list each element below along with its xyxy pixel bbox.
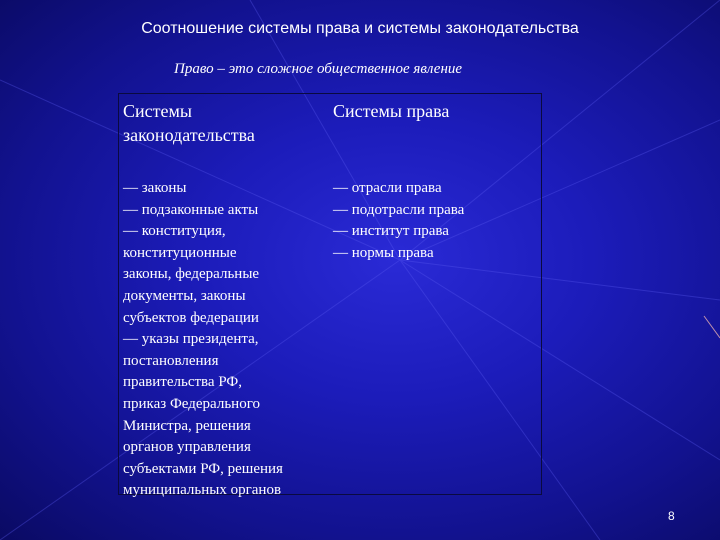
list-item: — институт права [333, 223, 449, 240]
law-column [331, 94, 541, 494]
list-item: конституционные [123, 244, 237, 261]
list-item: — отрасли права [333, 180, 442, 196]
legislation-header: Системы законодательства [123, 101, 255, 145]
list-item: органов управления [123, 439, 251, 456]
law-items [333, 178, 541, 264]
list-item: — подотрасли права [333, 201, 465, 218]
list-item: муниципальных органов [123, 482, 282, 499]
list-item: субъектов федерации [123, 309, 259, 326]
list-item: — подзаконные акты [123, 201, 259, 218]
list-item: документы, законы [123, 287, 246, 304]
comparison-table [118, 93, 542, 499]
legislation-items [123, 178, 325, 502]
slide-subtitle: Право – это сложное общественное явление [174, 61, 463, 77]
list-item: законы, федеральные [123, 266, 260, 283]
list-item: — нормы права [333, 244, 434, 261]
list-item: постановления [123, 352, 219, 369]
slide-title: Соотношение системы права и системы законодательства [141, 20, 579, 37]
list-item: субъектами РФ, решения [123, 460, 283, 477]
page-number: 8 [668, 509, 675, 523]
legislation-column [119, 94, 325, 499]
list-item: приказ Федерального [123, 395, 260, 412]
list-item: Министра, решения [123, 417, 251, 434]
list-item: — конституция, [123, 223, 226, 240]
law-header: Системы права [333, 101, 450, 121]
list-item: — законы [123, 180, 187, 196]
list-item: правительства РФ, [123, 374, 243, 391]
list-item: — указы президента, [123, 331, 259, 348]
